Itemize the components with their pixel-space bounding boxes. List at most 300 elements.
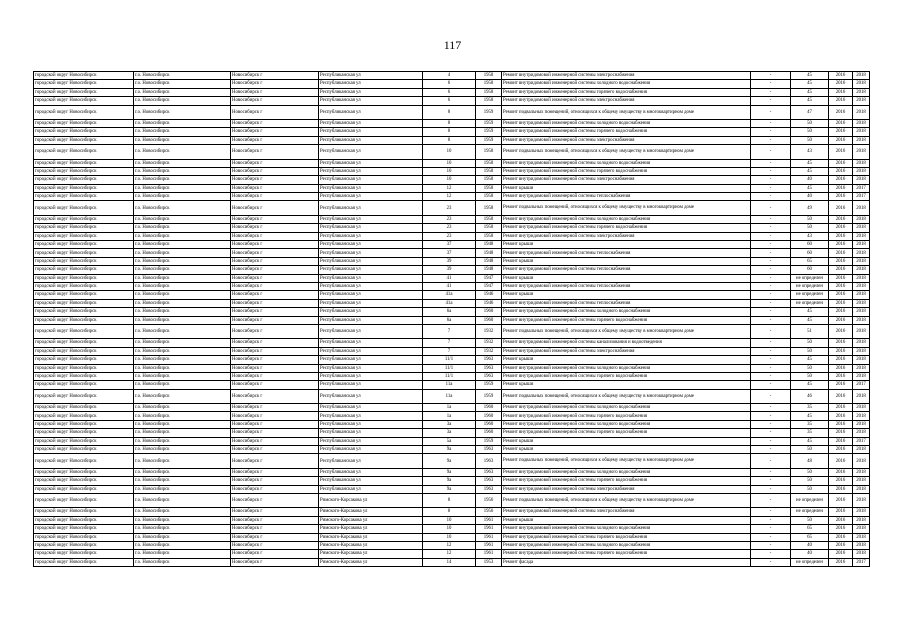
start-year-cell: 2016 bbox=[829, 550, 853, 558]
work-type-cell: Ремонт внутридомовой инженерной системы электроснабжения bbox=[502, 176, 751, 184]
district-cell: городской округ Новосибирск bbox=[34, 176, 134, 184]
street-cell: Республиканская ул bbox=[319, 72, 423, 80]
end-year-cell: 2018 bbox=[853, 105, 870, 119]
municipality-cell: г.о. Новосибирск bbox=[134, 136, 231, 144]
end-year-cell: 2017 bbox=[853, 437, 870, 445]
municipality-cell: г.о. Новосибирск bbox=[134, 454, 231, 468]
cost-cell: 50 bbox=[791, 364, 829, 372]
street-cell: Республиканская ул bbox=[319, 291, 423, 299]
locality-cell: Новосибирск г bbox=[231, 437, 319, 445]
street-cell: Республиканская ул bbox=[319, 404, 423, 412]
house-number-cell: 10 bbox=[423, 516, 476, 524]
cost-cell: 45 bbox=[791, 308, 829, 316]
end-year-cell: 2018 bbox=[853, 249, 870, 257]
work-type-cell: Ремонт крыши bbox=[502, 356, 751, 364]
table-row bbox=[34, 429, 870, 437]
placeholder-cell: - bbox=[751, 266, 791, 274]
locality-cell: Новосибирск г bbox=[231, 72, 319, 80]
street-cell: Республиканская ул bbox=[319, 308, 423, 316]
start-year-cell: 2016 bbox=[829, 324, 853, 338]
build-year-cell: 1958 bbox=[476, 176, 502, 184]
end-year-cell: 2018 bbox=[853, 72, 870, 80]
house-number-cell: 23 bbox=[423, 232, 476, 240]
placeholder-cell: - bbox=[751, 176, 791, 184]
locality-cell: Новосибирск г bbox=[231, 128, 319, 136]
street-cell: Республиканская ул bbox=[319, 193, 423, 201]
municipality-cell: г.о. Новосибирск bbox=[134, 516, 231, 524]
district-cell: городской округ Новосибирск bbox=[34, 485, 134, 493]
cost-cell: 65 bbox=[791, 533, 829, 541]
start-year-cell: 2016 bbox=[829, 558, 853, 566]
locality-cell: Новосибирск г bbox=[231, 274, 319, 282]
table-row bbox=[34, 145, 870, 159]
house-number-cell: 9а bbox=[423, 468, 476, 476]
table-row bbox=[34, 525, 870, 533]
district-cell: городской округ Новосибирск bbox=[34, 241, 134, 249]
build-year-cell: 1963 bbox=[476, 446, 502, 454]
build-year-cell: 1961 bbox=[476, 525, 502, 533]
house-number-cell: 8 bbox=[423, 128, 476, 136]
work-type-cell: Ремонт внутридомовой инженерной системы горячего водоснабжения bbox=[502, 128, 751, 136]
start-year-cell: 2016 bbox=[829, 412, 853, 420]
start-year-cell: 2016 bbox=[829, 249, 853, 257]
work-type-cell: Ремонт внутридомовой инженерной системы горячего водоснабжения bbox=[502, 88, 751, 96]
build-year-cell: 1959 bbox=[476, 381, 502, 389]
table-row bbox=[34, 533, 870, 541]
cost-cell: 50 bbox=[791, 372, 829, 380]
table-row bbox=[34, 389, 870, 403]
street-cell: Республиканская ул bbox=[319, 339, 423, 347]
street-cell: Республиканская ул bbox=[319, 381, 423, 389]
build-year-cell: 1932 bbox=[476, 339, 502, 347]
district-cell: городской округ Новосибирск bbox=[34, 533, 134, 541]
build-year-cell: 1946 bbox=[476, 291, 502, 299]
street-cell: Республиканская ул bbox=[319, 429, 423, 437]
build-year-cell: 1947 bbox=[476, 274, 502, 282]
street-cell: Республиканская ул bbox=[319, 224, 423, 232]
locality-cell: Новосибирск г bbox=[231, 477, 319, 485]
street-cell: Республиканская ул bbox=[319, 282, 423, 290]
house-number-cell: 12 bbox=[423, 184, 476, 192]
district-cell: городской округ Новосибирск bbox=[34, 339, 134, 347]
house-number-cell: 6а bbox=[423, 316, 476, 324]
work-type-cell: Ремонт внутридомовой инженерной системы холодного водоснабжения bbox=[502, 308, 751, 316]
build-year-cell: 1958 bbox=[476, 97, 502, 105]
district-cell: городской округ Новосибирск bbox=[34, 541, 134, 549]
municipality-cell: г.о. Новосибирск bbox=[134, 533, 231, 541]
start-year-cell: 2016 bbox=[829, 128, 853, 136]
placeholder-cell: - bbox=[751, 347, 791, 355]
placeholder-cell: - bbox=[751, 364, 791, 372]
cost-cell: 43 bbox=[791, 232, 829, 240]
end-year-cell: 2018 bbox=[853, 468, 870, 476]
municipality-cell: г.о. Новосибирск bbox=[134, 193, 231, 201]
locality-cell: Новосибирск г bbox=[231, 105, 319, 119]
cost-cell: 50 bbox=[791, 468, 829, 476]
locality-cell: Новосибирск г bbox=[231, 516, 319, 524]
build-year-cell: 1959 bbox=[476, 136, 502, 144]
placeholder-cell: - bbox=[751, 97, 791, 105]
end-year-cell: 2018 bbox=[853, 299, 870, 307]
build-year-cell: 1960 bbox=[476, 412, 502, 420]
end-year-cell: 2018 bbox=[853, 533, 870, 541]
end-year-cell: 2018 bbox=[853, 241, 870, 249]
cost-cell: 35 bbox=[791, 404, 829, 412]
house-number-cell: 41а bbox=[423, 299, 476, 307]
table-row bbox=[34, 193, 870, 201]
start-year-cell: 2016 bbox=[829, 477, 853, 485]
district-cell: городской округ Новосибирск bbox=[34, 119, 134, 127]
table-row bbox=[34, 485, 870, 493]
table-row bbox=[34, 347, 870, 355]
end-year-cell: 2018 bbox=[853, 420, 870, 428]
end-year-cell: 2018 bbox=[853, 516, 870, 524]
district-cell: городской округ Новосибирск bbox=[34, 493, 134, 507]
street-cell: Республиканская ул bbox=[319, 119, 423, 127]
municipality-cell: г.о. Новосибирск bbox=[134, 257, 231, 265]
municipality-cell: г.о. Новосибирск bbox=[134, 167, 231, 175]
start-year-cell: 2016 bbox=[829, 364, 853, 372]
municipality-cell: г.о. Новосибирск bbox=[134, 356, 231, 364]
table-row bbox=[34, 257, 870, 265]
municipality-cell: г.о. Новосибирск bbox=[134, 224, 231, 232]
house-number-cell: 11а bbox=[423, 381, 476, 389]
work-type-cell: Ремонт крыши bbox=[502, 257, 751, 265]
district-cell: городской округ Новосибирск bbox=[34, 80, 134, 88]
table-row bbox=[34, 241, 870, 249]
municipality-cell: г.о. Новосибирск bbox=[134, 266, 231, 274]
street-cell: Республиканская ул bbox=[319, 201, 423, 215]
start-year-cell: 2016 bbox=[829, 299, 853, 307]
work-type-cell: Ремонт подвальных помещений, относящихся к общему имуществу в многоквартирном доме bbox=[502, 454, 751, 468]
locality-cell: Новосибирск г bbox=[231, 446, 319, 454]
street-cell: Республиканская ул bbox=[319, 105, 423, 119]
table-row bbox=[34, 80, 870, 88]
house-number-cell: 9а bbox=[423, 446, 476, 454]
cost-cell: не определен bbox=[791, 282, 829, 290]
street-cell: Республиканская ул bbox=[319, 215, 423, 223]
placeholder-cell: - bbox=[751, 257, 791, 265]
build-year-cell: 1961 bbox=[476, 550, 502, 558]
start-year-cell: 2016 bbox=[829, 88, 853, 96]
cost-cell: 45 bbox=[791, 72, 829, 80]
table-body bbox=[34, 72, 870, 567]
table-row bbox=[34, 558, 870, 566]
district-cell: городской округ Новосибирск bbox=[34, 145, 134, 159]
placeholder-cell: - bbox=[751, 429, 791, 437]
work-type-cell: Ремонт внутридомовой инженерной системы электроснабжения bbox=[502, 97, 751, 105]
start-year-cell: 2016 bbox=[829, 516, 853, 524]
start-year-cell: 2016 bbox=[829, 80, 853, 88]
table-row bbox=[34, 468, 870, 476]
work-type-cell: Ремонт внутридомовой инженерной системы горячего водоснабжения bbox=[502, 550, 751, 558]
locality-cell: Новосибирск г bbox=[231, 372, 319, 380]
work-type-cell: Ремонт внутридомовой инженерной системы горячего водоснабжения bbox=[502, 412, 751, 420]
locality-cell: Новосибирск г bbox=[231, 508, 319, 516]
district-cell: городской округ Новосибирск bbox=[34, 324, 134, 338]
end-year-cell: 2018 bbox=[853, 201, 870, 215]
cost-cell: 46 bbox=[791, 389, 829, 403]
placeholder-cell: - bbox=[751, 167, 791, 175]
start-year-cell: 2016 bbox=[829, 339, 853, 347]
street-cell: Республиканская ул bbox=[319, 347, 423, 355]
municipality-cell: г.о. Новосибирск bbox=[134, 558, 231, 566]
placeholder-cell: - bbox=[751, 485, 791, 493]
district-cell: городской округ Новосибирск bbox=[34, 364, 134, 372]
street-cell: Республиканская ул bbox=[319, 437, 423, 445]
table-row bbox=[34, 437, 870, 445]
street-cell: Республиканская ул bbox=[319, 136, 423, 144]
cost-cell: 45 bbox=[791, 159, 829, 167]
end-year-cell: 2017 bbox=[853, 184, 870, 192]
cost-cell: 40 bbox=[791, 541, 829, 549]
end-year-cell: 2017 bbox=[853, 558, 870, 566]
house-number-cell: 7 bbox=[423, 347, 476, 355]
cost-cell: 50 bbox=[791, 446, 829, 454]
work-type-cell: Ремонт крыши bbox=[502, 446, 751, 454]
municipality-cell: г.о. Новосибирск bbox=[134, 97, 231, 105]
district-cell: городской округ Новосибирск bbox=[34, 128, 134, 136]
end-year-cell: 2018 bbox=[853, 364, 870, 372]
locality-cell: Новосибирск г bbox=[231, 266, 319, 274]
street-cell: Республиканская ул bbox=[319, 97, 423, 105]
house-number-cell: 23 bbox=[423, 224, 476, 232]
house-number-cell: 41а bbox=[423, 291, 476, 299]
house-number-cell: 6 bbox=[423, 80, 476, 88]
cost-cell: 45 bbox=[791, 167, 829, 175]
municipality-cell: г.о. Новосибирск bbox=[134, 249, 231, 257]
district-cell: городской округ Новосибирск bbox=[34, 257, 134, 265]
work-type-cell: Ремонт внутридомовой инженерной системы электроснабжения bbox=[502, 485, 751, 493]
build-year-cell: 1956 bbox=[476, 508, 502, 516]
start-year-cell: 2016 bbox=[829, 241, 853, 249]
table-row bbox=[34, 176, 870, 184]
municipality-cell: г.о. Новосибирск bbox=[134, 128, 231, 136]
placeholder-cell: - bbox=[751, 558, 791, 566]
placeholder-cell: - bbox=[751, 72, 791, 80]
start-year-cell: 2016 bbox=[829, 105, 853, 119]
municipality-cell: г.о. Новосибирск bbox=[134, 485, 231, 493]
cost-cell: 65 bbox=[791, 525, 829, 533]
house-number-cell: 11/1 bbox=[423, 372, 476, 380]
locality-cell: Новосибирск г bbox=[231, 389, 319, 403]
house-number-cell: 10 bbox=[423, 176, 476, 184]
build-year-cell: 1953 bbox=[476, 558, 502, 566]
locality-cell: Новосибирск г bbox=[231, 420, 319, 428]
table-row bbox=[34, 136, 870, 144]
district-cell: городской округ Новосибирск bbox=[34, 412, 134, 420]
street-cell: Республиканская ул bbox=[319, 446, 423, 454]
end-year-cell: 2018 bbox=[853, 291, 870, 299]
street-cell: Республиканская ул bbox=[319, 477, 423, 485]
house-number-cell: 10 bbox=[423, 533, 476, 541]
locality-cell: Новосибирск г bbox=[231, 249, 319, 257]
cost-cell: 50 bbox=[791, 136, 829, 144]
start-year-cell: 2016 bbox=[829, 201, 853, 215]
end-year-cell: 2018 bbox=[853, 477, 870, 485]
locality-cell: Новосибирск г bbox=[231, 308, 319, 316]
district-cell: городской округ Новосибирск bbox=[34, 167, 134, 175]
municipality-cell: г.о. Новосибирск bbox=[134, 176, 231, 184]
start-year-cell: 2016 bbox=[829, 541, 853, 549]
locality-cell: Новосибирск г bbox=[231, 176, 319, 184]
street-cell: Республиканская ул bbox=[319, 364, 423, 372]
work-type-cell: Ремонт внутридомовой инженерной системы теплоснабжения bbox=[502, 193, 751, 201]
locality-cell: Новосибирск г bbox=[231, 324, 319, 338]
work-type-cell: Ремонт подвальных помещений, относящихся к общему имуществу в многоквартирном доме bbox=[502, 493, 751, 507]
locality-cell: Новосибирск г bbox=[231, 558, 319, 566]
house-number-cell: 4 bbox=[423, 72, 476, 80]
placeholder-cell: - bbox=[751, 477, 791, 485]
build-year-cell: 1963 bbox=[476, 468, 502, 476]
work-type-cell: Ремонт подвальных помещений, относящихся к общему имуществу в многоквартирном доме bbox=[502, 201, 751, 215]
cost-cell: 47 bbox=[791, 105, 829, 119]
table-row bbox=[34, 324, 870, 338]
placeholder-cell: - bbox=[751, 412, 791, 420]
cost-cell: 50 bbox=[791, 485, 829, 493]
house-number-cell: 10 bbox=[423, 167, 476, 175]
municipality-cell: г.о. Новосибирск bbox=[134, 389, 231, 403]
build-year-cell: 1959 bbox=[476, 119, 502, 127]
end-year-cell: 2018 bbox=[853, 215, 870, 223]
house-number-cell: 12 bbox=[423, 193, 476, 201]
street-cell: Республиканская ул bbox=[319, 249, 423, 257]
municipality-cell: г.о. Новосибирск bbox=[134, 119, 231, 127]
placeholder-cell: - bbox=[751, 404, 791, 412]
house-number-cell: 10 bbox=[423, 159, 476, 167]
municipality-cell: г.о. Новосибирск bbox=[134, 299, 231, 307]
placeholder-cell: - bbox=[751, 356, 791, 364]
work-type-cell: Ремонт крыши bbox=[502, 184, 751, 192]
cost-cell: 35 bbox=[791, 429, 829, 437]
house-number-cell: 8 bbox=[423, 119, 476, 127]
municipality-cell: г.о. Новосибирск bbox=[134, 339, 231, 347]
house-number-cell: 12 bbox=[423, 541, 476, 549]
street-cell: Римского-Корсакова ул bbox=[319, 550, 423, 558]
street-cell: Республиканская ул bbox=[319, 356, 423, 364]
build-year-cell: 1963 bbox=[476, 364, 502, 372]
house-number-cell: 10 bbox=[423, 525, 476, 533]
district-cell: городской округ Новосибирск bbox=[34, 291, 134, 299]
locality-cell: Новосибирск г bbox=[231, 159, 319, 167]
placeholder-cell: - bbox=[751, 381, 791, 389]
build-year-cell: 1958 bbox=[476, 145, 502, 159]
municipality-cell: г.о. Новосибирск bbox=[134, 105, 231, 119]
end-year-cell: 2018 bbox=[853, 232, 870, 240]
cost-cell: 48 bbox=[791, 454, 829, 468]
district-cell: городской округ Новосибирск bbox=[34, 347, 134, 355]
build-year-cell: 1948 bbox=[476, 257, 502, 265]
cost-cell: 45 bbox=[791, 80, 829, 88]
placeholder-cell: - bbox=[751, 193, 791, 201]
start-year-cell: 2016 bbox=[829, 145, 853, 159]
locality-cell: Новосибирск г bbox=[231, 193, 319, 201]
cost-cell: 43 bbox=[791, 145, 829, 159]
work-type-cell: Ремонт внутридомовой инженерной системы холодного водоснабжения bbox=[502, 80, 751, 88]
work-type-cell: Ремонт подвальных помещений, относящихся к общему имуществу в многоквартирном доме bbox=[502, 324, 751, 338]
cost-cell: 40 bbox=[791, 193, 829, 201]
municipality-cell: г.о. Новосибирск bbox=[134, 159, 231, 167]
street-cell: Республиканская ул bbox=[319, 372, 423, 380]
municipality-cell: г.о. Новосибирск bbox=[134, 420, 231, 428]
table-row bbox=[34, 372, 870, 380]
locality-cell: Новосибирск г bbox=[231, 80, 319, 88]
work-type-cell: Ремонт внутридомовой инженерной системы холодного водоснабжения bbox=[502, 159, 751, 167]
house-number-cell: 41 bbox=[423, 282, 476, 290]
start-year-cell: 2016 bbox=[829, 224, 853, 232]
end-year-cell: 2018 bbox=[853, 339, 870, 347]
placeholder-cell: - bbox=[751, 232, 791, 240]
cost-cell: не определен bbox=[791, 558, 829, 566]
cost-cell: 40 bbox=[791, 550, 829, 558]
municipality-cell: г.о. Новосибирск bbox=[134, 446, 231, 454]
municipality-cell: г.о. Новосибирск bbox=[134, 201, 231, 215]
cost-cell: 45 bbox=[791, 437, 829, 445]
municipality-cell: г.о. Новосибирск bbox=[134, 412, 231, 420]
district-cell: городской округ Новосибирск bbox=[34, 266, 134, 274]
work-type-cell: Ремонт внутридомовой инженерной системы электроснабжения bbox=[502, 508, 751, 516]
locality-cell: Новосибирск г bbox=[231, 493, 319, 507]
start-year-cell: 2016 bbox=[829, 533, 853, 541]
work-type-cell: Ремонт крыши bbox=[502, 274, 751, 282]
start-year-cell: 2016 bbox=[829, 176, 853, 184]
work-type-cell: Ремонт внутридомовой инженерной системы теплоснабжения bbox=[502, 266, 751, 274]
municipality-cell: г.о. Новосибирск bbox=[134, 184, 231, 192]
house-number-cell: 5а bbox=[423, 437, 476, 445]
house-number-cell: 23 bbox=[423, 215, 476, 223]
end-year-cell: 2018 bbox=[853, 119, 870, 127]
table-row bbox=[34, 266, 870, 274]
district-cell: городской округ Новосибирск bbox=[34, 201, 134, 215]
table-row bbox=[34, 105, 870, 119]
build-year-cell: 1960 bbox=[476, 420, 502, 428]
end-year-cell: 2018 bbox=[853, 412, 870, 420]
end-year-cell: 2018 bbox=[853, 88, 870, 96]
end-year-cell: 2018 bbox=[853, 80, 870, 88]
house-number-cell: 8 bbox=[423, 493, 476, 507]
build-year-cell: 1963 bbox=[476, 485, 502, 493]
municipality-cell: г.о. Новосибирск bbox=[134, 215, 231, 223]
cost-cell: не определен bbox=[791, 508, 829, 516]
start-year-cell: 2016 bbox=[829, 372, 853, 380]
start-year-cell: 2016 bbox=[829, 167, 853, 175]
street-cell: Республиканская ул bbox=[319, 232, 423, 240]
municipality-cell: г.о. Новосибирск bbox=[134, 364, 231, 372]
placeholder-cell: - bbox=[751, 493, 791, 507]
table-row bbox=[34, 274, 870, 282]
build-year-cell: 1958 bbox=[476, 88, 502, 96]
start-year-cell: 2016 bbox=[829, 454, 853, 468]
work-type-cell: Ремонт внутридомовой инженерной системы горячего водоснабжения bbox=[502, 533, 751, 541]
locality-cell: Новосибирск г bbox=[231, 541, 319, 549]
start-year-cell: 2016 bbox=[829, 72, 853, 80]
house-number-cell: 6а bbox=[423, 308, 476, 316]
district-cell: городской округ Новосибирск bbox=[34, 550, 134, 558]
work-type-cell: Ремонт подвальных помещений, относящихся к общему имуществу в многоквартирном доме bbox=[502, 389, 751, 403]
house-number-cell: 7 bbox=[423, 324, 476, 338]
start-year-cell: 2016 bbox=[829, 119, 853, 127]
build-year-cell: 1963 bbox=[476, 477, 502, 485]
district-cell: городской округ Новосибирск bbox=[34, 468, 134, 476]
district-cell: городской округ Новосибирск bbox=[34, 105, 134, 119]
placeholder-cell: - bbox=[751, 339, 791, 347]
cost-cell: 45 bbox=[791, 97, 829, 105]
work-type-cell: Ремонт внутридомовой инженерной системы холодного водоснабжения bbox=[502, 364, 751, 372]
table-row bbox=[34, 249, 870, 257]
work-type-cell: Ремонт внутридомовой инженерной системы горячего водоснабжения bbox=[502, 224, 751, 232]
table-row bbox=[34, 159, 870, 167]
locality-cell: Новосибирск г bbox=[231, 356, 319, 364]
